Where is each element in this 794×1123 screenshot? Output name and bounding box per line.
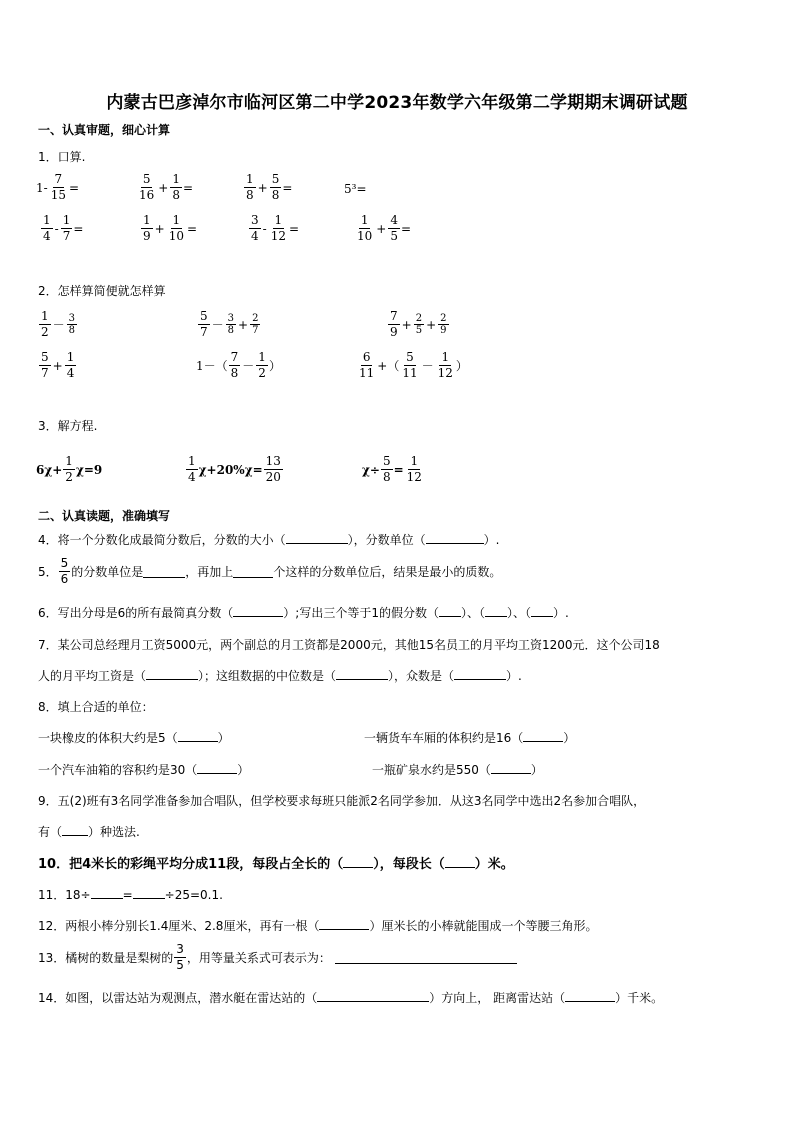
question-10: 10．把4米长的彩绳平均分成11段，每段占全长的（ ），每段长（ ）米。	[38, 857, 514, 872]
answer-blank[interactable]	[445, 855, 475, 868]
question-11: 11．18÷ = ÷25=0.1.	[38, 888, 223, 902]
answer-blank[interactable]	[439, 604, 461, 617]
answer-blank[interactable]	[426, 531, 484, 544]
question-7-line-2: 人的月平均工资是（ ）；这组数据的中位数是（ ），众数是（ ）.	[38, 669, 522, 683]
answer-blank[interactable]	[319, 917, 369, 930]
q1-item-2: $\frac{5}{16}$ + $\frac{1}{8}$ =	[139, 172, 194, 202]
q1-item-5: $\frac{1}{4}$ - $\frac{1}{7}$ =	[43, 213, 84, 243]
answer-blank[interactable]	[491, 761, 531, 774]
answer-blank[interactable]	[91, 886, 123, 899]
q3-item-1: 6χ+ $\frac{1}{2}$ χ=9	[36, 454, 103, 484]
answer-blank[interactable]	[133, 886, 165, 899]
answer-blank[interactable]	[523, 729, 563, 742]
question-14: 14．如图，以雷达站为观测点，潜水艇在雷达站的（ ）方向上， 距离雷达站（ ）千米。	[38, 991, 664, 1005]
q1-item-6: $\frac{1}{9}$ + $\frac{1}{10}$ =	[143, 213, 198, 243]
answer-blank[interactable]	[197, 761, 237, 774]
question-8-item: 一辆货车车厢的体积约是16（ ）	[364, 731, 576, 745]
q2-item-5: 1－（ $\frac{7}{8}$ － $\frac{1}{2}$ ）	[196, 350, 281, 380]
question-9-line-1: 9．五(2)班有3名同学准备参加合唱队，但学校要求每班只能派2名同学参加．从这3名同学中选出2名参加合唱队，	[38, 794, 646, 808]
q2-item-1: $\frac{1}{2}$ － $\frac{3}{8}$	[41, 309, 76, 339]
answer-blank[interactable]	[565, 989, 615, 1002]
answer-blank[interactable]	[233, 604, 283, 617]
q2-item-4: $\frac{5}{7}$ + $\frac{1}{4}$	[41, 350, 75, 380]
answer-blank[interactable]	[286, 531, 348, 544]
q1-item-8: $\frac{1}{10}$ + $\frac{4}{5}$ =	[357, 213, 412, 243]
answer-blank[interactable]	[335, 951, 517, 964]
q1-item-3: $\frac{1}{8}$ + $\frac{5}{8}$ =	[246, 172, 293, 202]
fraction: $\frac{7}{15}$	[50, 172, 66, 202]
answer-blank[interactable]	[317, 989, 429, 1002]
answer-blank[interactable]	[336, 667, 388, 680]
question-12: 12．两根小棒分别长1.4厘米、2.8厘米，再有一根（ ）厘米长的小棒就能围成一个等腰三角形。	[38, 919, 598, 933]
question-8-label: 8．填上合适的单位：	[38, 700, 154, 714]
question-5: 5． $\frac{5}{6}$ 的分数单位是 ，再加上 个这样的分数单位后，结果是最小的质数。	[38, 556, 502, 586]
answer-blank[interactable]	[233, 565, 273, 578]
question-8-item: 一个汽车油箱的容积约是30（ ）	[38, 763, 250, 777]
answer-blank[interactable]	[143, 565, 185, 578]
page-title: 内蒙古巴彦淖尔市临河区第二中学2023年数学六年级第二学期期末调研试题	[106, 93, 688, 113]
answer-blank[interactable]	[178, 729, 218, 742]
answer-blank[interactable]	[62, 823, 88, 836]
answer-blank[interactable]	[485, 604, 507, 617]
q2-item-3: $\frac{7}{9}$ + $\frac{2}{5}$ + $\frac{2}{9}$	[390, 309, 447, 339]
q1-item-1: 1- $\frac{7}{15}$ =	[36, 172, 80, 202]
question-8-item: 一瓶矿泉水约是550（ ）	[372, 763, 543, 777]
question-6: 6．写出分母是6的所有最简真分数（ ）;写出三个等于1的假分数（ ）、（ ）、（ ）.	[38, 606, 569, 620]
q3-label: 3．解方程.	[38, 419, 98, 433]
question-8-item: 一块橡皮的体积大约是5（ ）	[38, 731, 230, 745]
q3-item-3: χ÷ $\frac{5}{8}$ = $\frac{1}{12}$	[362, 454, 422, 484]
section-heading-2: 二、认真读题，准确填写	[38, 509, 171, 523]
q2-item-6: $\frac{6}{11}$ +（ $\frac{5}{11}$ － $\frac{1}{12}$ ）	[359, 350, 468, 380]
q1-item-7: $\frac{3}{4}$ - $\frac{1}{12}$ =	[251, 213, 300, 243]
question-9-line-2: 有（ ）种选法.	[38, 825, 140, 839]
section-heading-1: 一、认真审题，细心计算	[38, 123, 171, 137]
q3-item-2: $\frac{1}{4}$ χ+20%χ= $\frac{13}{20}$	[188, 454, 281, 484]
question-7-line-1: 7．某公司总经理月工资5000元，两个副总的月工资都是2000元，其他15名员工的月平均工资1200元．这个公司18	[38, 638, 660, 652]
answer-blank[interactable]	[531, 604, 553, 617]
answer-blank[interactable]	[146, 667, 198, 680]
q1-item-4: 5³=	[344, 182, 367, 196]
q2-label: 2．怎样算简便就怎样算	[38, 284, 166, 298]
question-13: 13．橘树的数量是梨树的 $\frac{3}{5}$ ，用等量关系式可表示为：	[38, 942, 517, 973]
answer-blank[interactable]	[343, 855, 373, 868]
answer-blank[interactable]	[454, 667, 506, 680]
question-4: 4．将一个分数化成最简分数后，分数的大小（ ），分数单位（ ）.	[38, 533, 500, 547]
q1-label: 1．口算.	[38, 150, 86, 164]
q2-item-2: $\frac{5}{7}$ － $\frac{3}{8}$ + $\frac{2}{7}$	[200, 309, 259, 339]
